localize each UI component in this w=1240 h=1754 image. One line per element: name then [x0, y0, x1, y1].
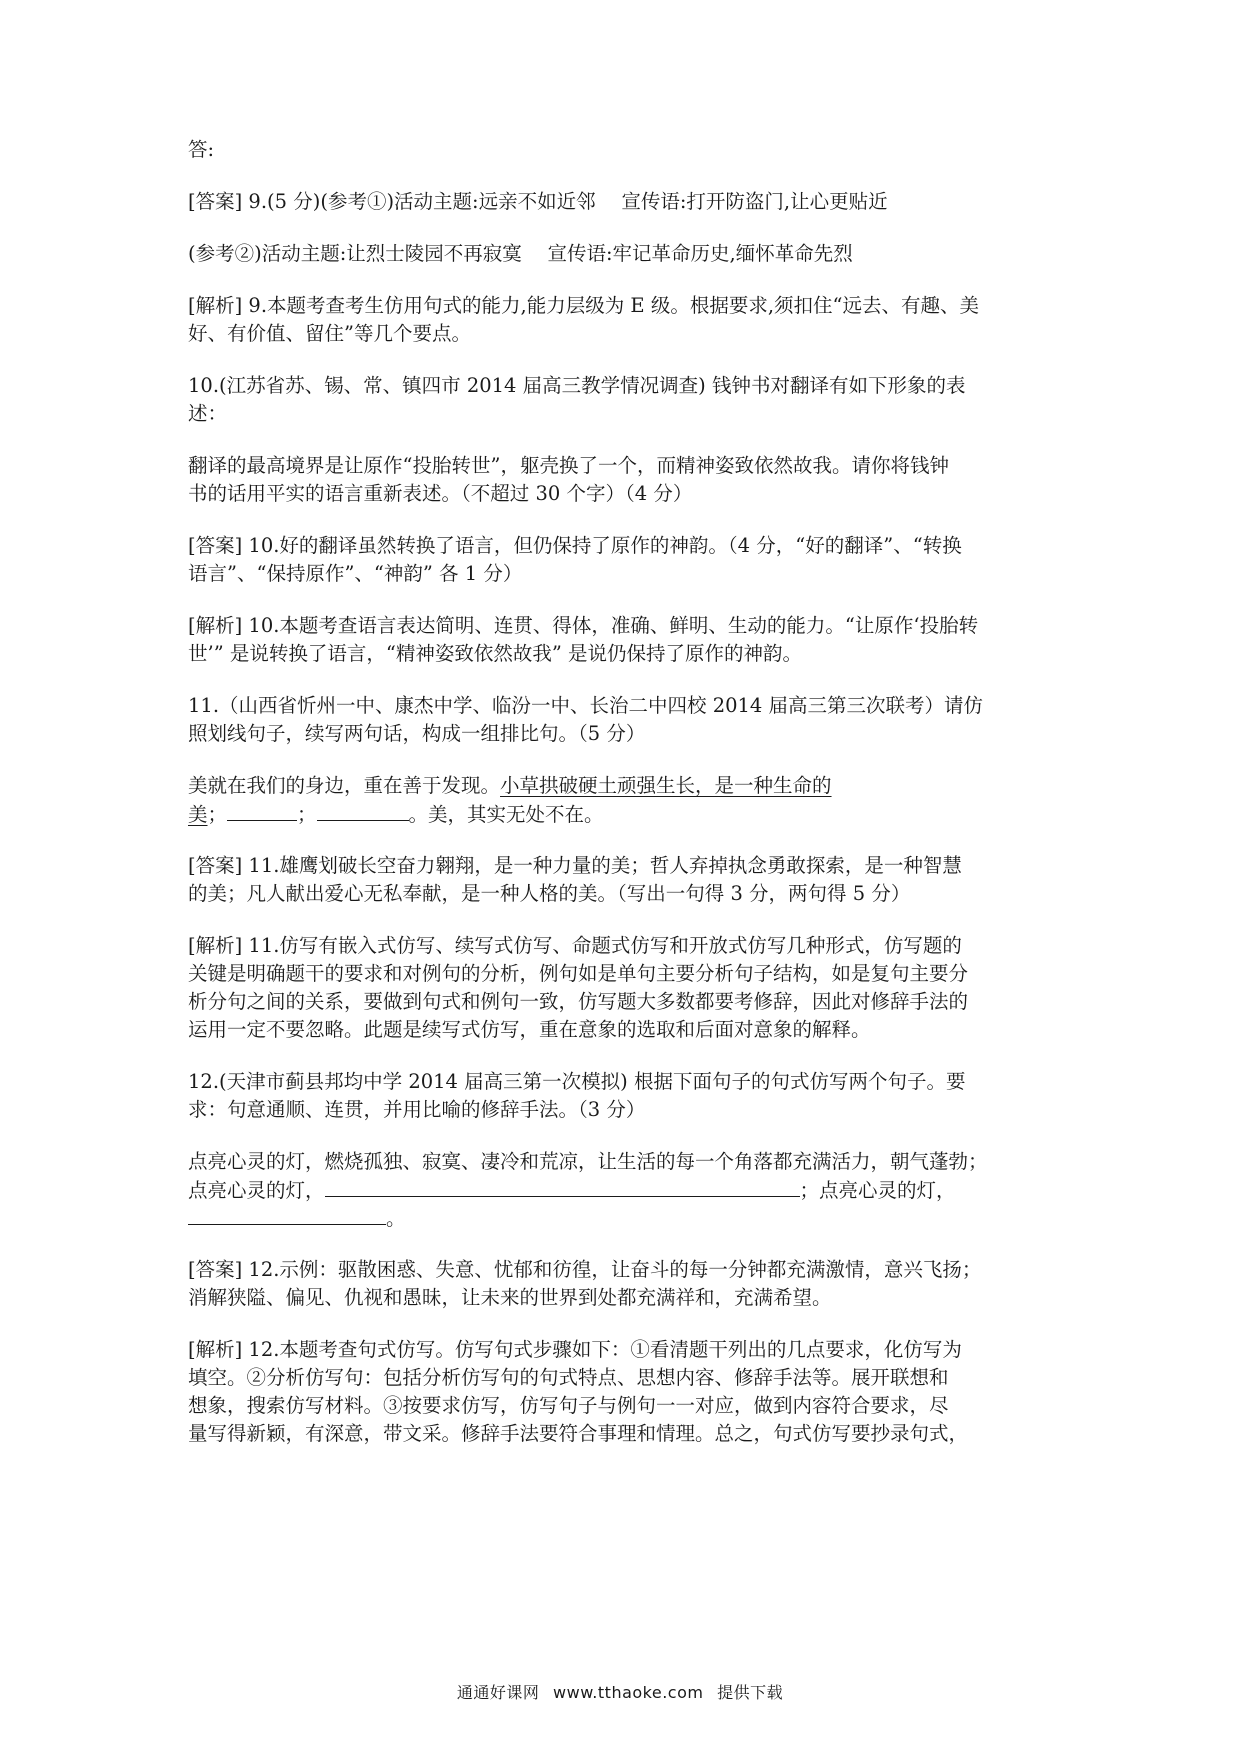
q12-analysis-line-3: 想象，搜索仿写材料。③按要求仿写，仿写句子与例句一一对应，做到内容符合要求，尽 — [188, 1394, 949, 1417]
q12-blank-1[interactable] — [325, 1174, 800, 1197]
q12-question-line-1: 12.(天津市蓟县邦均中学 2014 届高三第一次模拟) 根据下面句子的句式仿写两个句子。要 — [188, 1070, 966, 1093]
q10-analysis-line-2: 世’” 是说转换了语言，“精神姿致依然故我” 是说仍保持了原作的神韵。 — [188, 642, 803, 665]
q10-answer-line-2: 语言”、“保持原作”、“神韵” 各 1 分） — [188, 562, 523, 585]
q11-analysis-line-4: 运用一定不要忽略。此题是续写式仿写，重在意象的选取和后面对意象的解释。 — [188, 1018, 871, 1041]
q10-question-line-2: 述： — [188, 402, 228, 425]
q11-separator-2: ； — [297, 803, 317, 826]
q12-example-mid: ；点亮心灵的灯， — [799, 1179, 956, 1202]
q10-answer-line-1: [答案] 10.好的翻译虽然转换了语言，但仍保持了原作的神韵。（4 分，“好的翻译”、“转换 — [188, 534, 962, 557]
q12-blank-2[interactable] — [188, 1202, 386, 1225]
q10-quote-line-1: 翻译的最高境界是让原作“投胎转世”，躯壳换了一个，而精神姿致依然故我。请你将钱钟 — [188, 454, 949, 477]
page-footer — [0, 1680, 1240, 1703]
q11-blank-1[interactable] — [227, 798, 297, 821]
q9-answer-line-1: [答案] 9.(5 分)(参考①)活动主题:远亲不如近邻 宣传语:打开防盗门,让心更贴近 — [188, 190, 888, 213]
answer-label: 答: — [188, 138, 215, 161]
q9-analysis-line-1: [解析] 9.本题考查考生仿用句式的能力,能力层级为 E 级。根据要求,须扣住“远去、有趣、美 — [188, 294, 980, 317]
q12-example-end: 。 — [386, 1207, 406, 1230]
footer-site-name: 通通好课网 — [456, 1683, 540, 1702]
q11-underlined-example: 小草拱破硬土顽强生长，是一种生命的 — [500, 774, 832, 797]
q12-example-line-3 — [188, 1202, 1068, 1235]
q11-example-suffix: 。美，其实无处不在。 — [408, 803, 604, 826]
q12-answer-line-1: [答案] 12.示例：驱散困惑、失意、忧郁和彷徨，让奋斗的每一分钟都充满激情，意兴飞扬； — [188, 1258, 982, 1281]
footer-url[interactable]: www.tthaoke.com — [553, 1683, 704, 1702]
q9-analysis-line-2: 好、有价值、留住”等几个要点。 — [188, 322, 471, 345]
q12-analysis-line-2: 填空。②分析仿写句：包括分析仿写句的句式特点、思想内容、修辞手法等。展开联想和 — [188, 1366, 949, 1389]
q12-example-line-1: 点亮心灵的灯，燃烧孤独、寂寞、凄冷和荒凉，让生活的每一个角落都充满活力，朝气蓬勃； — [188, 1150, 988, 1173]
q9-answer-line-2: (参考②)活动主题:让烈士陵园不再寂寞 宣传语:牢记革命历史,缅怀革命先烈 — [188, 242, 853, 265]
q12-analysis-line-1: [解析] 12.本题考查句式仿写。仿写句式步骤如下：①看清题干列出的几点要求，化仿写为 — [188, 1338, 962, 1361]
q11-question-line-2: 照划线句子，续写两句话，构成一组排比句。（5 分） — [188, 722, 646, 745]
q11-example-line-2 — [188, 798, 1068, 831]
q10-question-line-1: 10.(江苏省苏、锡、常、镇四市 2014 届高三教学情况调查) 钱钟书对翻译有如下形象的表 — [188, 374, 966, 397]
q12-example-lead: 点亮心灵的灯， — [188, 1179, 325, 1202]
q12-answer-line-2: 消解狭隘、偏见、仇视和愚昧，让未来的世界到处都充满祥和，充满希望。 — [188, 1286, 832, 1309]
q11-answer-line-2: 的美；凡人献出爱心无私奉献，是一种人格的美。（写出一句得 3 分，两句得 5 分） — [188, 882, 911, 905]
q11-separator-1: ； — [207, 803, 228, 826]
q11-analysis-line-2: 关键是明确题干的要求和对例句的分析，例句如是单句主要分析句子结构，如是复句主要分 — [188, 962, 969, 985]
footer-note: 提供下载 — [717, 1683, 784, 1702]
q12-question-line-2: 求：句意通顺、连贯，并用比喻的修辞手法。（3 分） — [188, 1098, 646, 1121]
q11-underlined-example-end: 美 — [188, 803, 208, 826]
q10-analysis-line-1: [解析] 10.本题考查语言表达简明、连贯、得体，准确、鲜明、生动的能力。“让原作‘投胎转 — [188, 614, 979, 637]
q10-quote-line-2: 书的话用平实的语言重新表述。（不超过 30 个字）（4 分） — [188, 482, 693, 505]
q11-analysis-line-3: 析分句之间的关系，要做到句式和例句一致，仿写题大多数都要考修辞，因此对修辞手法的 — [188, 990, 969, 1013]
q12-analysis-line-4: 量写得新颖，有深意，带文采。修辞手法要符合事理和情理。总之，句式仿写要抄录句式， — [188, 1422, 969, 1445]
q11-analysis-line-1: [解析] 11.仿写有嵌入式仿写、续写式仿写、命题式仿写和开放式仿写几种形式，仿写题的 — [188, 934, 962, 957]
q11-question-line-1: 11.（山西省忻州一中、康杰中学、临汾一中、长治二中四校 2014 届高三第三次联考）请仿 — [188, 694, 984, 717]
q11-example-prefix: 美就在我们的身边，重在善于发现。 — [188, 774, 501, 797]
q11-blank-2[interactable] — [317, 798, 409, 821]
q11-answer-line-1: [答案] 11.雄鹰划破长空奋力翱翔，是一种力量的美；哲人弃掉执念勇敢探索，是一种智慧 — [188, 854, 962, 877]
